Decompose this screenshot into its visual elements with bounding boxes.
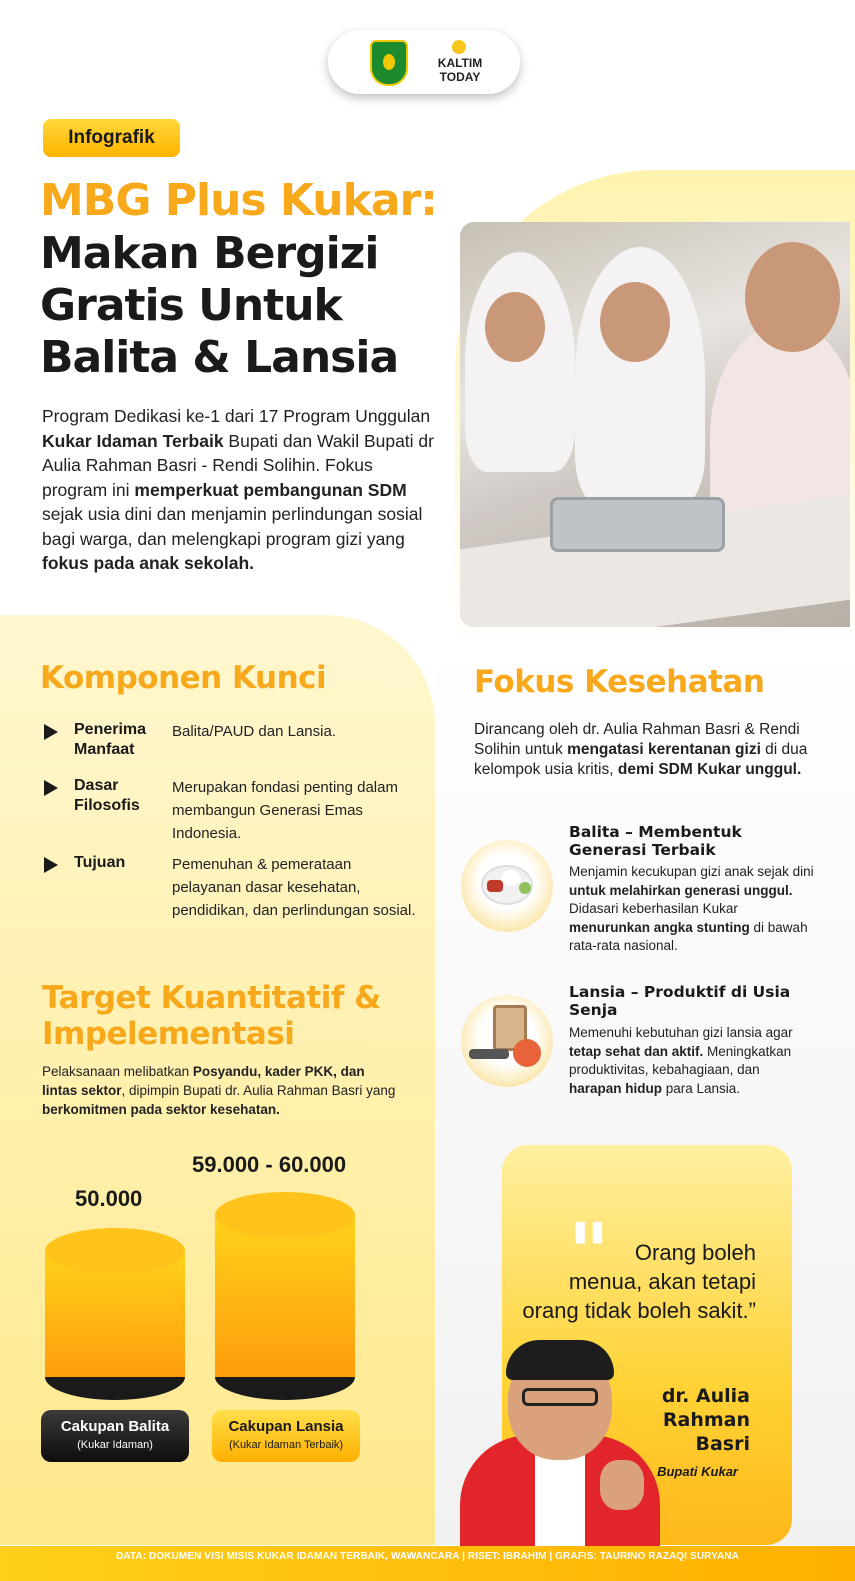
text-segment: para Lansia. [662,1080,741,1096]
komponen-label: Penerima Manfaat [74,721,147,758]
text-segment: Memenuhi kebutuhan gizi lansia agar [569,1025,793,1040]
text-segment: Menjamin kecukupan gizi anak sejak dini [569,864,814,879]
fokus-description [474,720,834,780]
balita-label-sub: (Kukar Idaman) [77,1439,153,1451]
text-segment: Didasari keberhasilan Kukar [569,901,738,916]
lansia-value: 59.000 - 60.000 [192,1152,347,1177]
play-bullet-icon [44,857,58,873]
students-photo [460,222,850,627]
emphasis-text: harapan hidup [569,1080,663,1096]
text-segment: di dua kelompok usia kritis, [474,741,808,778]
lansia-title: Lansia – Produktif di Usia Senja [569,983,791,1019]
intro-paragraph [42,404,442,576]
lansia-label-sub: (Kukar Idaman Terbaik) [228,1439,344,1451]
lansia-description [569,1024,814,1098]
emphasis-text: demi SDM Kukar unggul. [617,761,802,778]
text-segment: Meningkatkan produktivitas, kebahagiaan, dan [569,1043,792,1077]
quote-text [520,1238,756,1325]
text-segment: Pelaksanaan melibatkan [42,1064,193,1079]
emphasis-text: fokus pada anak sekolah. [42,553,255,573]
food-tray [550,497,725,552]
text-segment: Program Dedikasi ke-1 dari 17 Program Unggulan [42,406,431,426]
kaltim-today-logo: KALTIM TODAY [437,56,483,84]
title-line-2: Makan Bergizi Gratis Untuk Balita & Lansia [40,228,399,383]
balita-description [569,863,814,956]
komponen-label: Tujuan [74,854,126,871]
emphasis-text: mengatasi kerentanan gizi [567,741,761,758]
balita-value: 50.000 [75,1186,143,1211]
target-description [42,1062,402,1119]
emphasis-text: menurunkan angka stunting [569,919,750,935]
lansia-label [212,1410,360,1462]
category-badge: Infografik [43,119,180,157]
text-segment: sejak usia dini dan menjamin perlindungan sosial bagi warga, dan melengkapi program gizi yang [42,504,423,549]
emphasis-text: Posyandu, kader PKK, dan lintas sektor [42,1064,365,1098]
komponen-row [44,776,424,845]
komponen-value: Balita/PAUD dan Lansia. [172,723,336,740]
komponen-value: Merupakan fondasi penting dalam membangun Generasi Emas Indonesia. [172,779,398,842]
emphasis-text: memperkuat pembangunan SDM [134,479,407,500]
balita-label [41,1410,189,1462]
komponen-title: Komponen Kunci [40,660,327,696]
emphasis-text: Kukar Idaman Terbaik [42,430,224,451]
target-title: Target Kuantitatif & Impelementasi [42,980,381,1052]
quote-text-content: Orang boleh menua, akan tetapi orang tidak boleh sakit.” [522,1240,756,1323]
logo-bar [328,30,520,94]
quote-author: dr. Aulia Rahman Basri [661,1385,750,1455]
text-segment: Bupati dan Wakil Bupati dr Aulia Rahman Basri - Rendi Solihin. Fokus program ini [42,430,434,500]
emphasis-text: tetap sehat dan aktif. [569,1043,704,1059]
fokus-title: Fokus Kesehatan [474,664,765,700]
komponen-row [44,720,424,760]
play-bullet-icon [44,724,58,740]
emphasis-text: untuk melahirkan generasi unggul. [569,882,793,898]
lansia-label-text: Cakupan Lansia [228,1418,344,1435]
kaltim-today-dot-icon [452,40,466,54]
play-bullet-icon [44,780,58,796]
quote-mark-icon: " [568,1205,610,1299]
balita-label-text: Cakupan Balita [60,1418,170,1435]
lansia-cylinder [215,1192,355,1400]
fitness-clipboard-icon [461,995,553,1087]
text-segment: Dirancang oleh dr. Aulia Rahman Basri & Rendi Solihin untuk [474,721,800,758]
komponen-label: Dasar Filosofis [74,777,140,814]
kukar-emblem-icon [370,40,408,86]
text-segment: di bawah rata-rata nasional. [569,919,808,953]
komponen-value: Pemenuhan & pemerataan pelayanan dasar kesehatan, pendidikan, dan perlindungan sosial. [172,856,416,919]
title-line-1: MBG Plus Kukar: [40,175,437,226]
balita-cylinder [45,1228,185,1400]
quote-author-role: Bupati Kukar [657,1464,738,1479]
footer-credits: DATA: DOKUMEN VISI MISIS KUKAR IDAMAN TERBAIK, WAWANCARA | RISET: IBRAHIM | GRAFIS: TAURINO RAZAQI SURYANA [0,1546,855,1581]
komponen-row [44,853,424,922]
food-plate-icon [461,840,553,932]
text-segment: , dipimpin Bupati dr. Aulia Rahman Basri yang [121,1083,396,1098]
balita-title: Balita – Membentuk Generasi Terbaik [569,823,742,859]
bupati-portrait [440,1340,680,1550]
emphasis-text: berkomitmen pada sektor kesehatan. [42,1102,280,1117]
